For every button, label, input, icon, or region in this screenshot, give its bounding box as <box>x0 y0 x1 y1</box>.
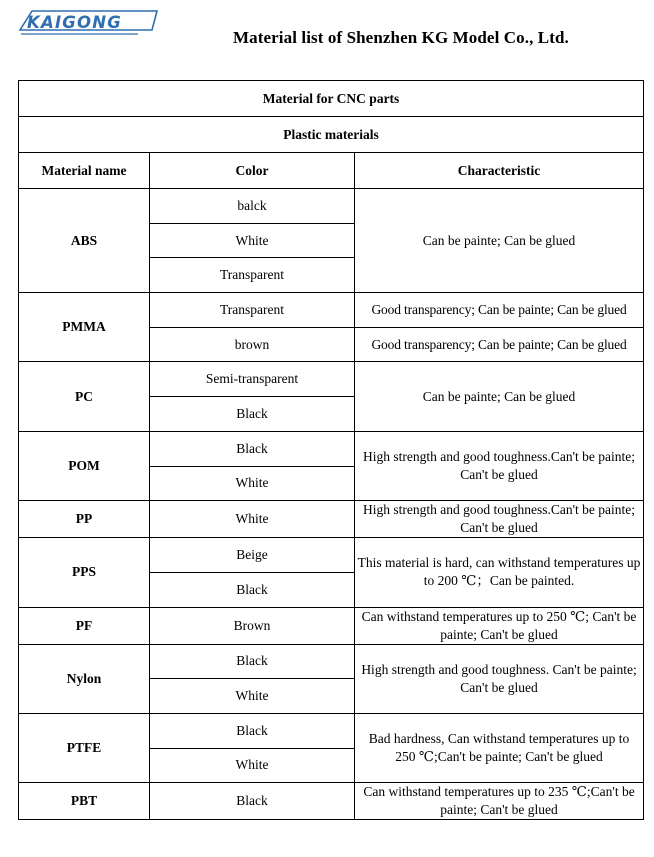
material-name: Nylon <box>19 644 150 713</box>
characteristic-cell: High strength and good toughness. Can't be painte; Can't be glued <box>355 644 644 713</box>
material-name: PPS <box>19 538 150 607</box>
color-cell: White <box>150 748 355 783</box>
table-row <box>19 501 644 538</box>
table-row <box>19 607 644 644</box>
material-name: PBT <box>19 783 150 820</box>
characteristic-cell: Bad hardness, Can withstand temperatures up to 250 ℃;Can't be painte; Can't be glued <box>355 713 644 782</box>
color-cell: Brown <box>150 607 355 644</box>
header-row <box>19 153 644 189</box>
color-cell: brown <box>150 327 355 362</box>
table-row <box>19 644 644 679</box>
color-cell: Black <box>150 783 355 820</box>
material-name: PC <box>19 362 150 431</box>
subsection-title: Plastic materials <box>19 117 644 153</box>
color-cell: Black <box>150 572 355 607</box>
table-row <box>19 713 644 748</box>
svg-text:KAIGONG: KAIGONG <box>27 13 123 32</box>
header-color: Color <box>150 153 355 189</box>
color-cell: Black <box>150 713 355 748</box>
color-cell: White <box>150 679 355 714</box>
material-name: PTFE <box>19 713 150 782</box>
material-name: PMMA <box>19 293 150 362</box>
company-logo <box>18 10 158 36</box>
color-cell: White <box>150 501 355 538</box>
table-row <box>19 431 644 466</box>
characteristic-cell: Can be painte; Can be glued <box>355 362 644 431</box>
document-title: Material list of Shenzhen KG Model Co., Ltd. <box>233 28 569 47</box>
characteristic-cell: Can be painte; Can be glued <box>355 189 644 293</box>
table-row <box>19 362 644 397</box>
color-cell: Black <box>150 431 355 466</box>
characteristic-cell: Can withstand temperatures up to 235 ℃;Can't be painte; Can't be glued <box>355 783 644 820</box>
characteristic-cell: High strength and good toughness.Can't be painte; Can't be glued <box>355 501 644 538</box>
color-cell: balck <box>150 189 355 224</box>
kaigong-logo-icon <box>18 10 158 36</box>
color-cell: Black <box>150 644 355 679</box>
table-row <box>19 189 644 224</box>
table-row <box>19 293 644 328</box>
color-cell: Black <box>150 397 355 432</box>
material-name: PF <box>19 607 150 644</box>
section-title: Material for CNC parts <box>19 81 644 117</box>
color-cell: Semi-transparent <box>150 362 355 397</box>
characteristic-cell: Good transparency; Can be painte; Can be glued <box>355 327 644 362</box>
color-cell: Transparent <box>150 293 355 328</box>
table-row <box>19 783 644 820</box>
material-name: POM <box>19 431 150 500</box>
color-cell: White <box>150 223 355 258</box>
color-cell: Beige <box>150 538 355 573</box>
characteristic-cell: High strength and good toughness.Can't be painte; Can't be glued <box>355 431 644 500</box>
material-table <box>18 80 644 820</box>
color-cell: Transparent <box>150 258 355 293</box>
header-characteristic: Characteristic <box>355 153 644 189</box>
header-material-name: Material name <box>19 153 150 189</box>
characteristic-cell: Good transparency; Can be painte; Can be glued <box>355 293 644 328</box>
table-row <box>19 538 644 573</box>
characteristic-cell: This material is hard, can withstand temperatures up to 200 ℃；Can be painted. <box>355 538 644 607</box>
material-name: PP <box>19 501 150 538</box>
material-name: ABS <box>19 189 150 293</box>
characteristic-cell: Can withstand temperatures up to 250 ℃; Can't be painte; Can't be glued <box>355 607 644 644</box>
color-cell: White <box>150 466 355 501</box>
